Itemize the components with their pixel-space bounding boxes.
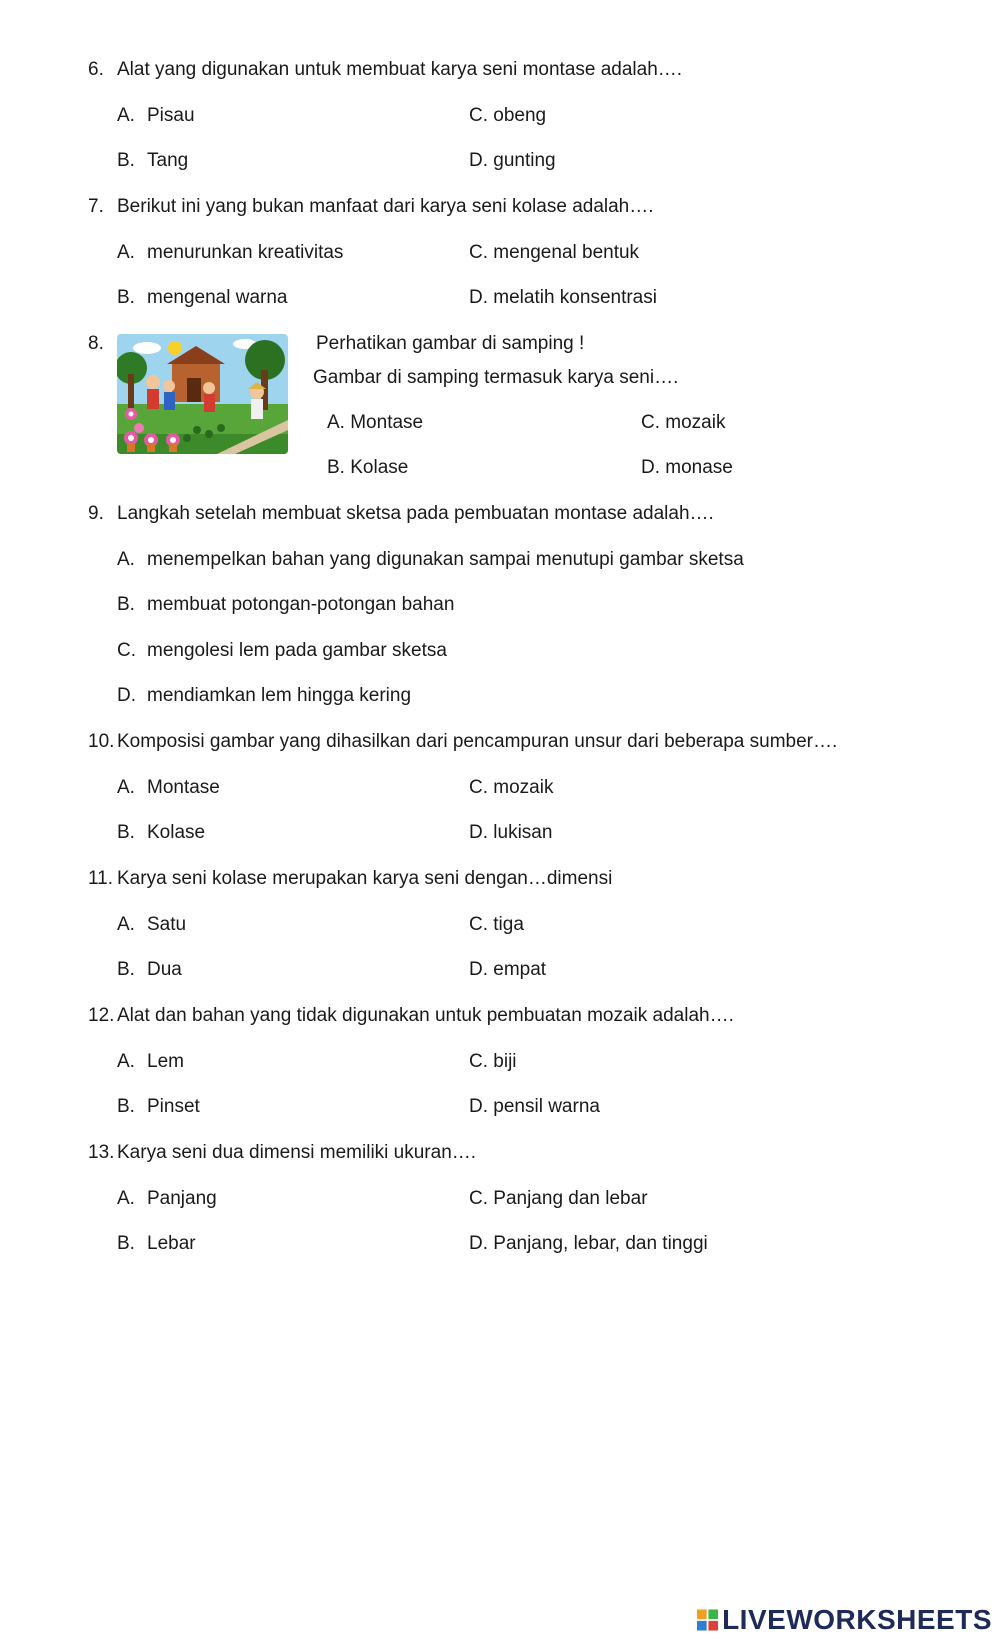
question-6-option-b[interactable]: B. Tang (117, 150, 189, 171)
question-7-option-d[interactable]: D. melatih konsentrasi (469, 287, 657, 308)
question-11-text: Karya seni kolase merupakan karya seni dengan…dimensi (117, 868, 613, 889)
question-11-option-b[interactable]: B. Dua (117, 959, 182, 980)
question-11-option-c[interactable]: C. tiga (469, 914, 524, 935)
question-12-option-a[interactable]: A. Lem (117, 1051, 184, 1072)
question-12-number: 12. (88, 1005, 115, 1026)
question-12-text: Alat dan bahan yang tidak digunakan untuk pembuatan mozaik adalah…. (117, 1005, 734, 1026)
question-8-subtext: Gambar di samping termasuk karya seni…. (313, 367, 679, 388)
question-12-option-b[interactable]: B. Pinset (117, 1096, 200, 1117)
question-7-option-a[interactable]: A. menurunkan kreativitas (117, 242, 344, 263)
question-7-text: Berikut ini yang bukan manfaat dari karya seni kolase adalah…. (117, 196, 654, 217)
question-10-option-b[interactable]: B. Kolase (117, 822, 206, 843)
question-10-option-c[interactable]: C. mozaik (469, 777, 554, 798)
question-11-option-a[interactable]: A. Satu (117, 914, 187, 935)
liveworksheets-logo[interactable] (697, 1605, 992, 1635)
question-13-option-a[interactable]: A. Panjang (117, 1188, 217, 1209)
question-13-option-d[interactable]: D. Panjang, lebar, dan tinggi (469, 1233, 708, 1254)
question-13-option-c[interactable]: C. Panjang dan lebar (469, 1188, 648, 1209)
question-8-text: Perhatikan gambar di samping ! (316, 333, 585, 354)
question-8-option-a[interactable]: A. Montase (327, 412, 424, 433)
question-6-text: Alat yang digunakan untuk membuat karya seni montase adalah…. (117, 59, 683, 80)
question-13-option-b[interactable]: B. Lebar (117, 1233, 196, 1254)
question-11-option-d[interactable]: D. empat (469, 959, 547, 980)
question-13-text: Karya seni dua dimensi memiliki ukuran…. (117, 1142, 477, 1163)
question-10-option-d[interactable]: D. lukisan (469, 822, 553, 843)
question-11-number: 11. (88, 868, 114, 889)
question-8-option-b[interactable]: B. Kolase (327, 457, 409, 478)
question-8-option-d[interactable]: D. monase (641, 457, 733, 478)
question-9-option-c[interactable]: C. mengolesi lem pada gambar sketsa (117, 640, 447, 661)
question-10-text: Komposisi gambar yang dihasilkan dari pencampuran unsur dari beberapa sumber…. (117, 731, 838, 752)
question-9-option-d[interactable]: D. mendiamkan lem hingga kering (117, 685, 412, 706)
liveworksheets-logo-icon (697, 1608, 718, 1632)
question-12-option-d[interactable]: D. pensil warna (469, 1096, 600, 1117)
question-10-option-a[interactable]: A. Montase (117, 777, 220, 798)
question-8-number: 8. (88, 333, 104, 354)
question-6-option-c[interactable]: C. obeng (469, 105, 547, 126)
question-12-option-c[interactable]: C. biji (469, 1051, 517, 1072)
question-9-option-b[interactable]: B. membuat potongan-potongan bahan (117, 594, 455, 615)
question-8-option-c[interactable]: C. mozaik (641, 412, 726, 433)
question-6-option-d[interactable]: D. gunting (469, 150, 556, 171)
question-9-text: Langkah setelah membuat sketsa pada pembuatan montase adalah…. (117, 503, 714, 524)
question-7-option-c[interactable]: C. mengenal bentuk (469, 242, 640, 263)
question-9-number: 9. (88, 503, 104, 524)
question-6-number: 6. (88, 59, 104, 80)
question-7-number: 7. (88, 196, 104, 217)
question-7-option-b[interactable]: B. mengenal warna (117, 287, 288, 308)
question-6-option-a[interactable]: A. Pisau (117, 105, 195, 126)
liveworksheets-logo-text: LIVEWORKSHEETS (722, 1604, 992, 1635)
question-10-number: 10. (88, 731, 115, 752)
question-9-option-a[interactable]: A. menempelkan bahan yang digunakan sampai menutupi gambar sketsa (117, 549, 744, 570)
question-13-number: 13. (88, 1142, 115, 1163)
collage-illustration (117, 334, 288, 454)
